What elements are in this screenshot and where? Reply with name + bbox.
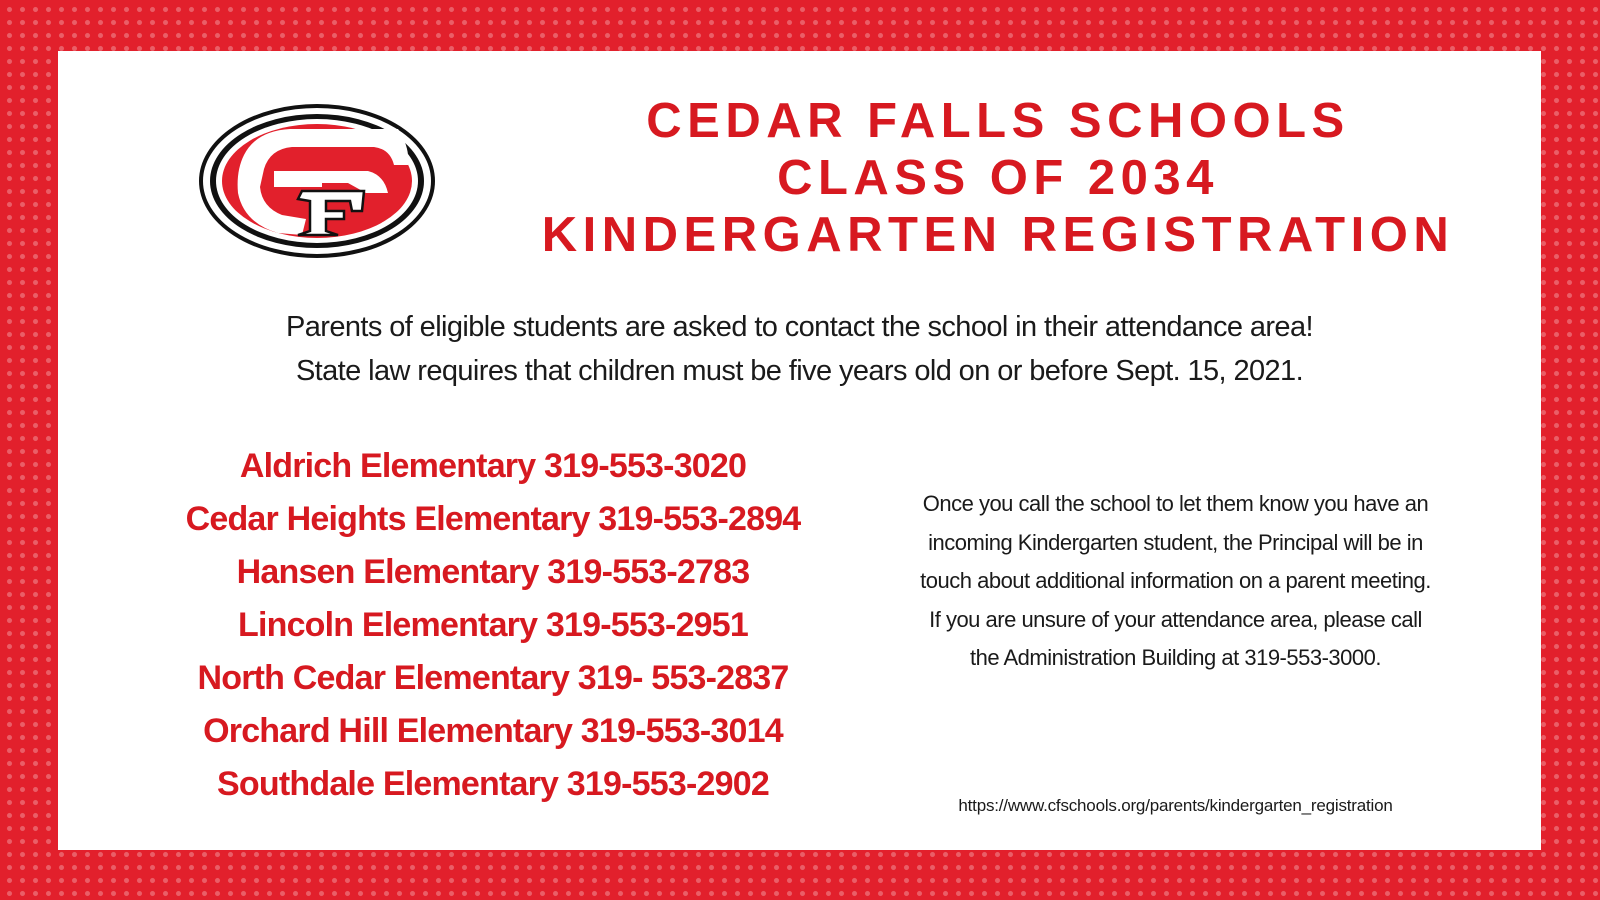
school-hansen: Hansen Elementary 319-553-2783 (236, 553, 750, 591)
intro-line: Parents of eligible students are asked to contact the school in their attendance area! (286, 311, 1313, 343)
school-lincoln: Lincoln Elementary 319-553-2951 (237, 606, 749, 644)
intro-text (58, 305, 1541, 393)
registration-url: https://www.cfschools.org/parents/kindergarten_registration (958, 796, 1393, 815)
school-orchard-hill: Orchard Hill Elementary 319-553-3014 (203, 712, 783, 750)
school-cedar-heights: Cedar Heights Elementary 319-553-2894 (185, 500, 801, 538)
title-class-year: CLASS OF 2034 (777, 151, 1219, 205)
school-north-cedar: North Cedar Elementary 319- 553-2837 (197, 659, 789, 697)
info-paragraph (878, 485, 1473, 678)
school-aldrich: Aldrich Elementary 319-553-3020 (239, 447, 747, 485)
title-registration: KINDERGARTEN REGISTRATION (541, 208, 1455, 262)
school-southdale: Southdale Elementary 319-553-2902 (217, 765, 769, 803)
flyer-card (58, 51, 1541, 850)
school-contact-list (98, 440, 888, 811)
title-block (478, 93, 1518, 264)
info-line: incoming Kindergarten student, the Principal will be in (928, 529, 1423, 555)
info-line: If you are unsure of your attendance area, please call (929, 606, 1422, 632)
cf-oval-logo-icon (198, 103, 436, 259)
info-line: the Administration Building at 319-553-3000. (970, 645, 1381, 670)
title-school-name: CEDAR FALLS SCHOOLS (646, 94, 1350, 148)
intro-line: State law requires that children must be five years old on or before Sept. 15, 2021. (295, 355, 1304, 387)
info-line: Once you call the school to let them know you have an (922, 491, 1429, 516)
info-line: touch about additional information on a parent meeting. (920, 568, 1431, 593)
